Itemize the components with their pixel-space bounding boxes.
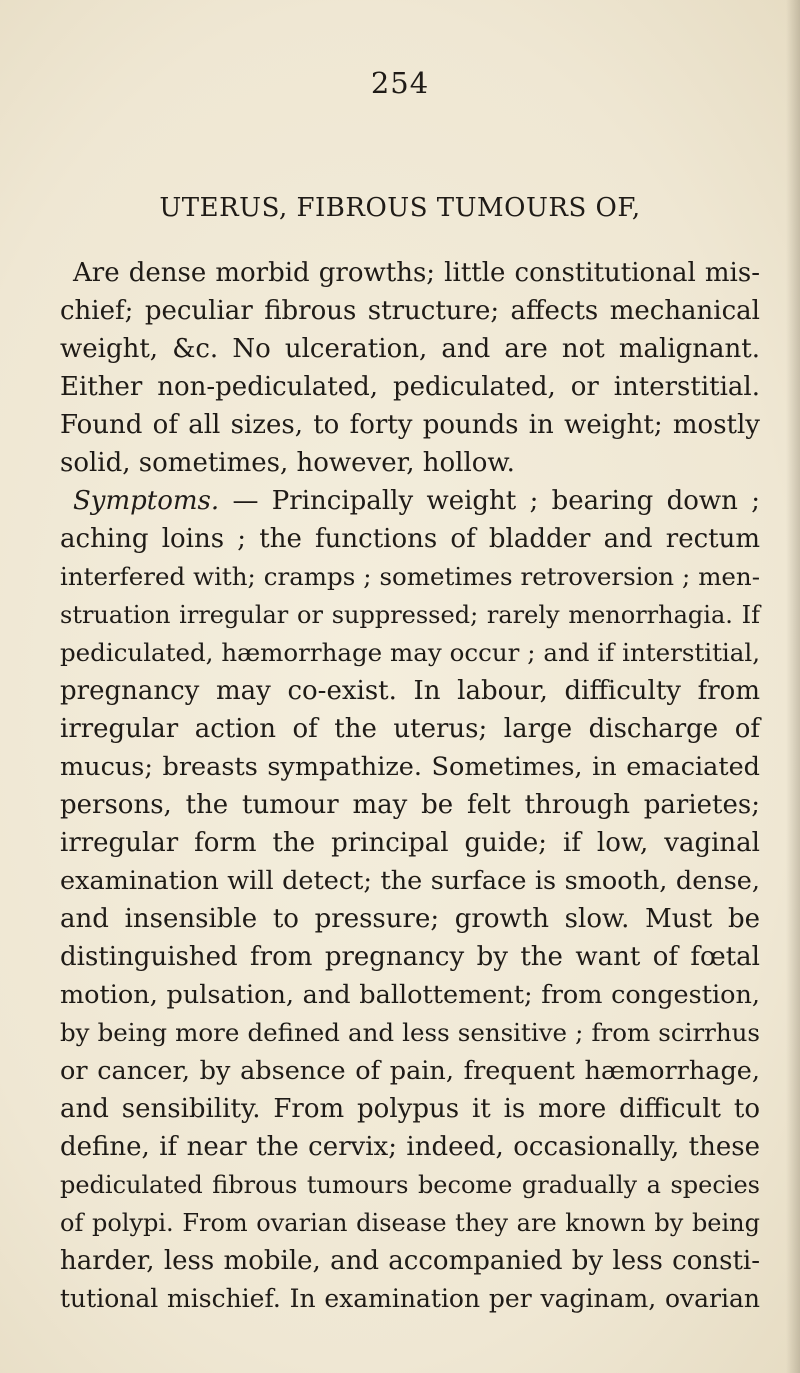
text-line: struation irregular or suppressed; rarely menorrhagia. If: [60, 601, 760, 629]
text-line: irregular action of the uterus; large discharge of: [60, 714, 760, 744]
text-line: pediculated fibrous tumours become gradually a species: [60, 1171, 760, 1199]
body-text: [60, 254, 760, 1318]
text-line: weight, &c. No ulceration, and are not malignant.: [60, 334, 760, 364]
text-line: Are dense morbid growths; little constitutional mis-: [73, 258, 760, 288]
text-line: distinguished from pregnancy by the want of fœtal: [60, 942, 760, 972]
page-number: 254: [370, 66, 430, 100]
text-line: examination will detect; the surface is smooth, dense,: [60, 866, 760, 896]
text-line: chief; peculiar fibrous structure; affects mechanical: [60, 296, 760, 326]
text-line: pediculated, hæmorrhage may occur ; and if interstitial,: [60, 638, 760, 667]
text-line: Either non-pediculated, pediculated, or interstitial.: [60, 372, 760, 402]
text-line: aching loins ; the functions of bladder and rectum: [60, 524, 760, 554]
text-line-symptoms: [60, 482, 760, 520]
text-line: and sensibility. From polypus it is more difficult to: [60, 1094, 760, 1124]
text-line: interfered with; cramps ; sometimes retroversion ; men-: [60, 562, 760, 591]
text-line: solid, sometimes, however, hollow.: [60, 448, 515, 478]
text-line: of polypi. From ovarian disease they are known by being: [60, 1209, 760, 1237]
section-title: UTERUS, FIBROUS TUMOURS OF,: [159, 193, 641, 223]
text-line: Found of all sizes, to forty pounds in weight; mostly: [60, 410, 760, 440]
text-line: irregular form the principal guide; if low, vaginal: [60, 828, 760, 858]
text-line: mucus; breasts sympathize. Sometimes, in emaciated: [60, 752, 760, 782]
symptoms-label: Symptoms.: [73, 486, 220, 516]
text-line: persons, the tumour may be felt through parietes;: [60, 790, 760, 820]
text-line: by being more defined and less sensitive ; from scirrhus: [60, 1018, 760, 1047]
text-line: define, if near the cervix; indeed, occasionally, these: [60, 1132, 760, 1162]
text-line: motion, pulsation, and ballottement; from congestion,: [60, 980, 760, 1010]
text-line: and insensible to pressure; growth slow. Must be: [60, 904, 760, 934]
text-line: pregnancy may co-exist. In labour, difficulty from: [60, 676, 760, 706]
text-line: or cancer, by absence of pain, frequent hæmorrhage,: [60, 1056, 760, 1086]
symptoms-text: — Principally weight ; bearing down ;: [219, 486, 760, 516]
text-line: harder, less mobile, and accompanied by less consti-: [60, 1246, 760, 1276]
text-line: tutional mischief. In examination per vaginam, ovarian: [60, 1284, 760, 1313]
